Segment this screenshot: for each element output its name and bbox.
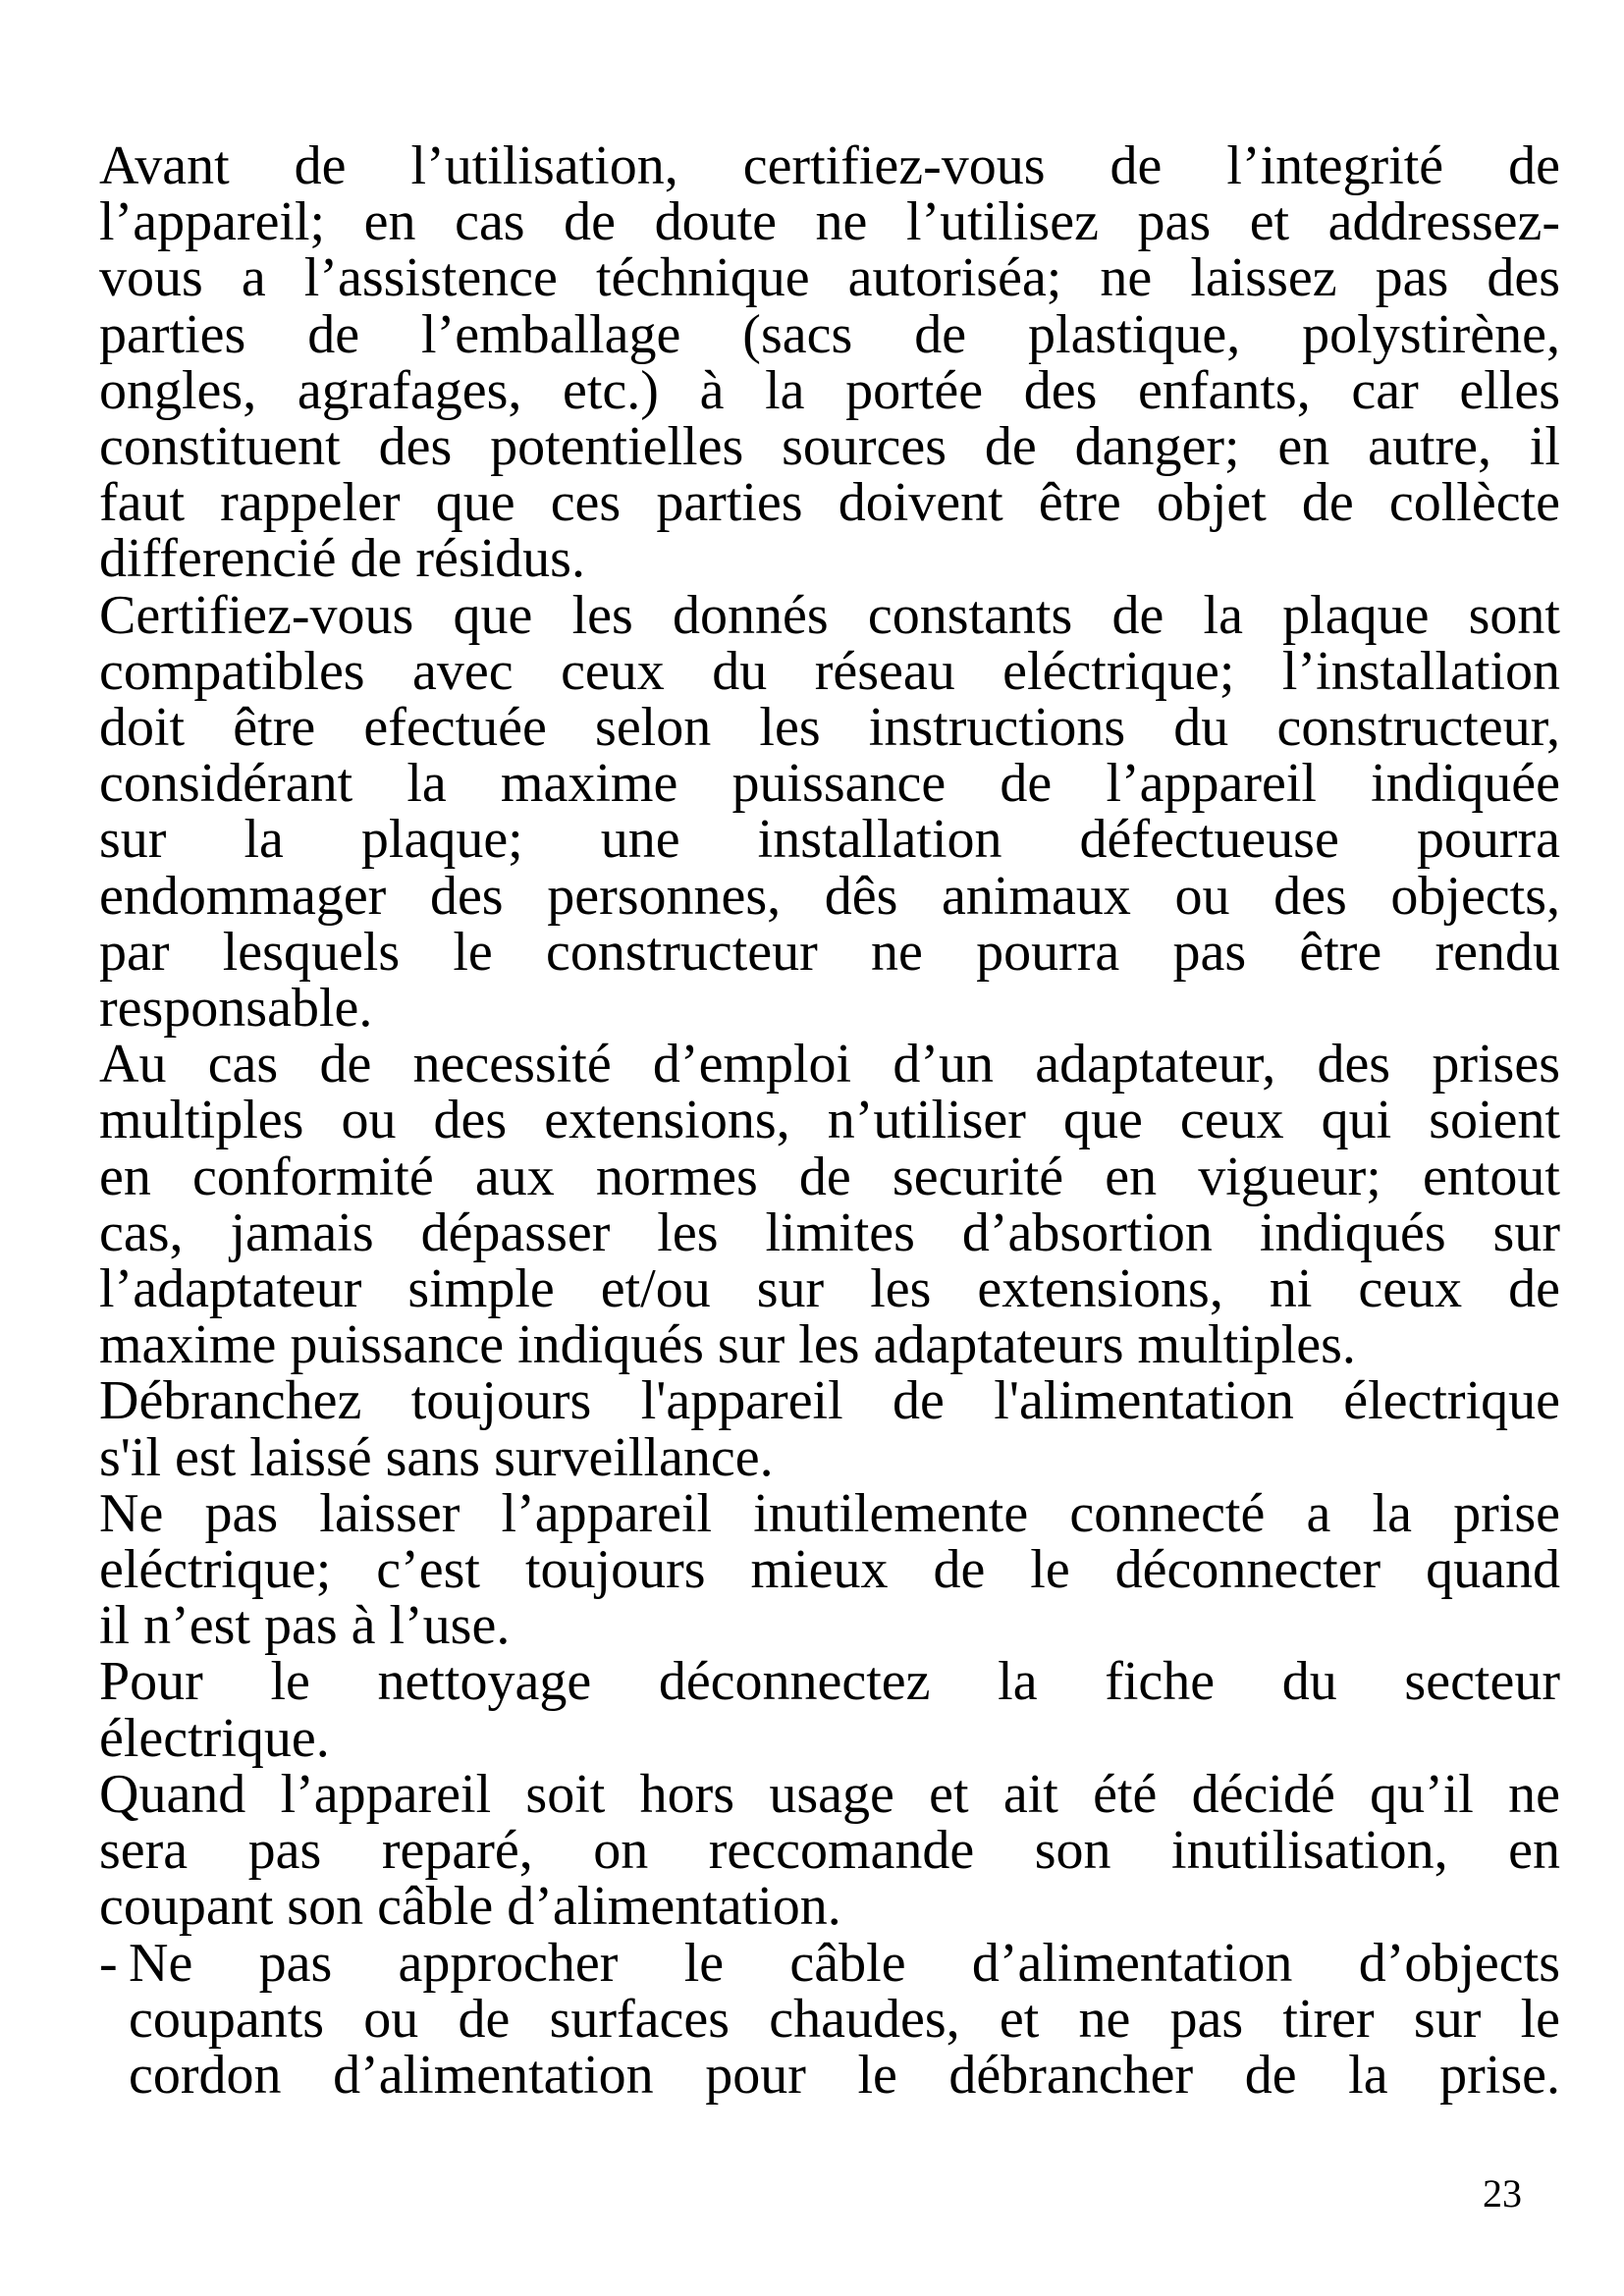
text-line: cordon d’alimentation pour le débrancher de la prise. bbox=[129, 2044, 1560, 2106]
text-line: coupants ou de surfaces chaudes, et ne pas tirer sur le bbox=[129, 1988, 1560, 2050]
paragraph-cleaning bbox=[99, 1651, 1560, 1769]
text-line: sera pas reparé, on reccomande son inutilisation, en bbox=[99, 1820, 1560, 1882]
text-line: compatibles avec ceux du réseau eléctrique; l’installation bbox=[99, 640, 1560, 702]
text-line: Débranchez toujours l'appareil de l'alimentation électrique bbox=[99, 1370, 1560, 1432]
text-line: Quand l’appareil soit hors usage et ait été décidé qu’il ne bbox=[99, 1763, 1560, 1825]
text-line: Ne pas approcher le câble d’alimentation d’objects bbox=[129, 1932, 1560, 1994]
text-line: l’appareil; en cas de doute ne l’utilisez pas et addressez- bbox=[99, 191, 1560, 253]
text-line: faut rappeler que ces parties doivent être objet de collècte bbox=[99, 472, 1560, 534]
text-line: Au cas de necessité d’emploi d’un adaptateur, des prises bbox=[99, 1034, 1560, 1095]
text-line: Avant de l’utilisation, certifiez-vous de l’integrité de bbox=[99, 135, 1560, 196]
text-line: eléctrique; c’est toujours mieux de le déconnecter quand bbox=[99, 1539, 1560, 1601]
paragraph-installation bbox=[99, 584, 1560, 1040]
text-line: Ne pas laisser l’appareil inutilemente connecté a la prise bbox=[99, 1482, 1560, 1544]
text-line: l’adaptateur simple et/ou sur les extensions, ni ceux de bbox=[99, 1258, 1560, 1320]
text-line: differencié de résidus. bbox=[99, 528, 585, 590]
text-line: cas, jamais dépasser les limites d’absortion indiqués sur bbox=[99, 1201, 1560, 1263]
text-line: constituent des potentielles sources de danger; en autre, il bbox=[99, 416, 1560, 478]
text-line: Pour le nettoyage déconnectez la fiche du secteur bbox=[99, 1651, 1560, 1713]
paragraph-disposal bbox=[99, 1763, 1560, 1938]
bullet-text bbox=[129, 1932, 1560, 2106]
text-line: par lesquels le constructeur ne pourra pas être rendu bbox=[99, 921, 1560, 983]
text-line: vous a l’assistence téchnique autoriséa; ne laissez pas des bbox=[99, 247, 1560, 309]
text-line: endommager des personnes, dês animaux ou des objects, bbox=[99, 865, 1560, 927]
text-line: s'il est laissé sans surveillance. bbox=[99, 1426, 774, 1488]
paragraph-disconnect bbox=[99, 1482, 1560, 1657]
text-line: doit être efectuée selon les instructions du constructeur, bbox=[99, 697, 1560, 759]
text-line: électrique. bbox=[99, 1707, 330, 1769]
text-line: multiples ou des extensions, n’utiliser que ceux qui soient bbox=[99, 1090, 1560, 1151]
page-number: 23 bbox=[1483, 2171, 1522, 2216]
bullet-marker: - bbox=[99, 1932, 118, 1994]
paragraph-packaging bbox=[99, 135, 1560, 590]
text-line: sur la plaque; une installation défectueuse pourra bbox=[99, 809, 1560, 871]
body-text bbox=[99, 135, 1560, 2106]
text-line: coupant son câble d’alimentation. bbox=[99, 1876, 841, 1938]
text-line: maxime puissance indiqués sur les adaptateurs multiples. bbox=[99, 1314, 1356, 1376]
text-line: responsable. bbox=[99, 978, 373, 1040]
text-line: ongles, agrafages, etc.) à la portée des enfants, car elles bbox=[99, 359, 1560, 421]
text-line: parties de l’emballage (sacs de plastique, polystirène, bbox=[99, 303, 1560, 365]
bullet-cable-warning bbox=[99, 1932, 1560, 2106]
paragraph-adapters bbox=[99, 1034, 1560, 1376]
text-line: en conformité aux normes de securité en vigueur; entout bbox=[99, 1146, 1560, 1207]
text-line: Certifiez-vous que les donnés constants de la plaque sont bbox=[99, 584, 1560, 646]
text-line: il n’est pas à l’use. bbox=[99, 1595, 511, 1657]
paragraph-unplug bbox=[99, 1370, 1560, 1488]
text-line: considérant la maxime puissance de l’appareil indiquée bbox=[99, 753, 1560, 815]
